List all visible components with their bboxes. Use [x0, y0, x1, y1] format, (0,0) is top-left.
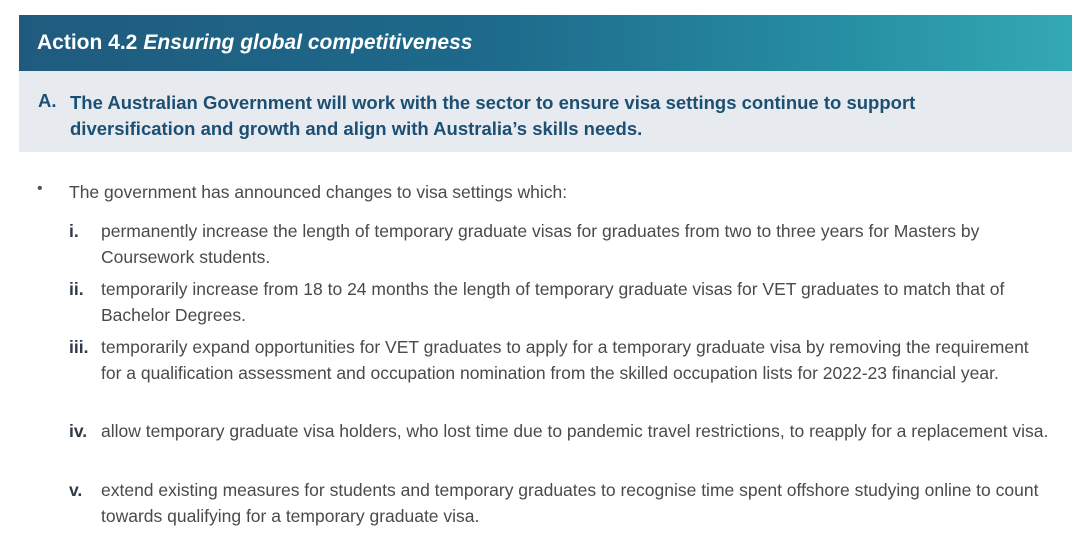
- item-number: v.: [69, 480, 83, 500]
- bullet-point: •: [37, 180, 43, 197]
- action-banner: [19, 15, 1072, 71]
- subheading-letter: A.: [38, 90, 57, 111]
- action-label: Action 4.2: [37, 31, 138, 54]
- subheading-box: [19, 71, 1072, 152]
- item-text: extend existing measures for students and temporary graduates to recognise time spent offshore studying online to count towards qualifying for a temporary graduate visa.: [101, 480, 1039, 526]
- item-number: iii.: [69, 337, 89, 357]
- intro-text: The government has announced changes to visa settings which:: [69, 182, 568, 202]
- item-text: allow temporary graduate visa holders, who lost time due to pandemic travel restrictions, to reapply for a replacement visa.: [101, 421, 1049, 441]
- item-text: temporarily increase from 18 to 24 months the length of temporary graduate visas for VET graduates to match that of Bachelor Degrees.: [101, 279, 1005, 325]
- subheading-text: The Australian Government will work with the sector to ensure visa settings continue to support diversification and growth and align with Australia’s skills needs.: [70, 92, 916, 139]
- item-text: permanently increase the length of temporary graduate visas for graduates from two to three years for Masters by Coursework students.: [101, 221, 980, 267]
- item-number: iv.: [69, 421, 88, 441]
- action-title: Ensuring global competitiveness: [143, 31, 473, 54]
- item-number: ii.: [69, 279, 84, 299]
- item-text: temporarily expand opportunities for VET graduates to apply for a temporary graduate visa by removing the requirement for a qualification assessment and occupation nomination from the skilled occupation lists for 2022-23 financial year.: [101, 337, 1029, 383]
- item-number: i.: [69, 221, 79, 241]
